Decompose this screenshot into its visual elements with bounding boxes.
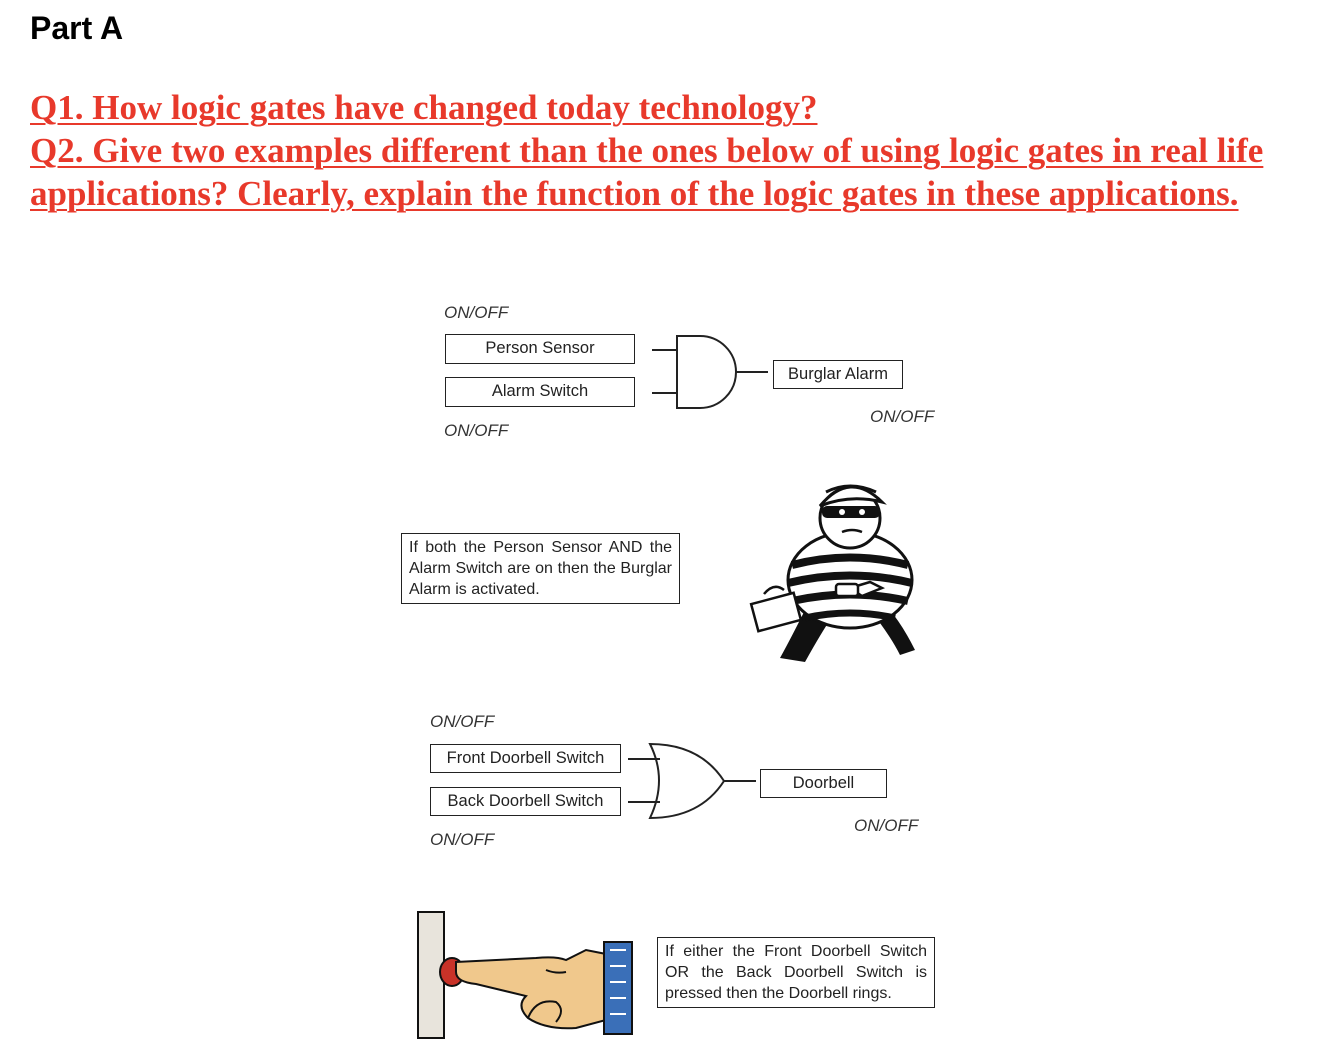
or-gate-icon [628, 744, 756, 818]
front-switch-state-label: ON/OFF [430, 712, 495, 731]
front-doorbell-switch-box: Front Doorbell Switch [430, 744, 621, 773]
person-sensor-box: Person Sensor [445, 334, 635, 364]
and-explanation-note: If both the Person Sensor AND the Alarm Switch are on then the Burglar Alarm is activated. [401, 533, 680, 604]
doorbell-state-label: ON/OFF [854, 816, 919, 835]
or-explanation-note: If either the Front Doorbell Switch OR the Back Doorbell Switch is pressed then the Doorbell rings. [657, 937, 935, 1008]
finger-pressing-doorbell-icon [416, 910, 636, 1040]
doorbell-box: Doorbell [760, 769, 887, 798]
question-1: Q1. How logic gates have changed today technology? [30, 88, 818, 127]
back-switch-state-label: ON/OFF [430, 830, 495, 849]
alarm-switch-state-label: ON/OFF [444, 421, 509, 440]
burglar-alarm-state-label: ON/OFF [870, 407, 935, 426]
burglar-alarm-box: Burglar Alarm [773, 360, 903, 389]
back-doorbell-switch-box: Back Doorbell Switch [430, 787, 621, 816]
alarm-switch-box: Alarm Switch [445, 377, 635, 407]
question-2: Q2. Give two examples different than the ones below of using logic gates in real life applications? Clearly, explain the function of the logic gates in these applications. [30, 131, 1264, 213]
part-title: Part A [30, 10, 124, 46]
person-sensor-state-label: ON/OFF [444, 303, 509, 322]
